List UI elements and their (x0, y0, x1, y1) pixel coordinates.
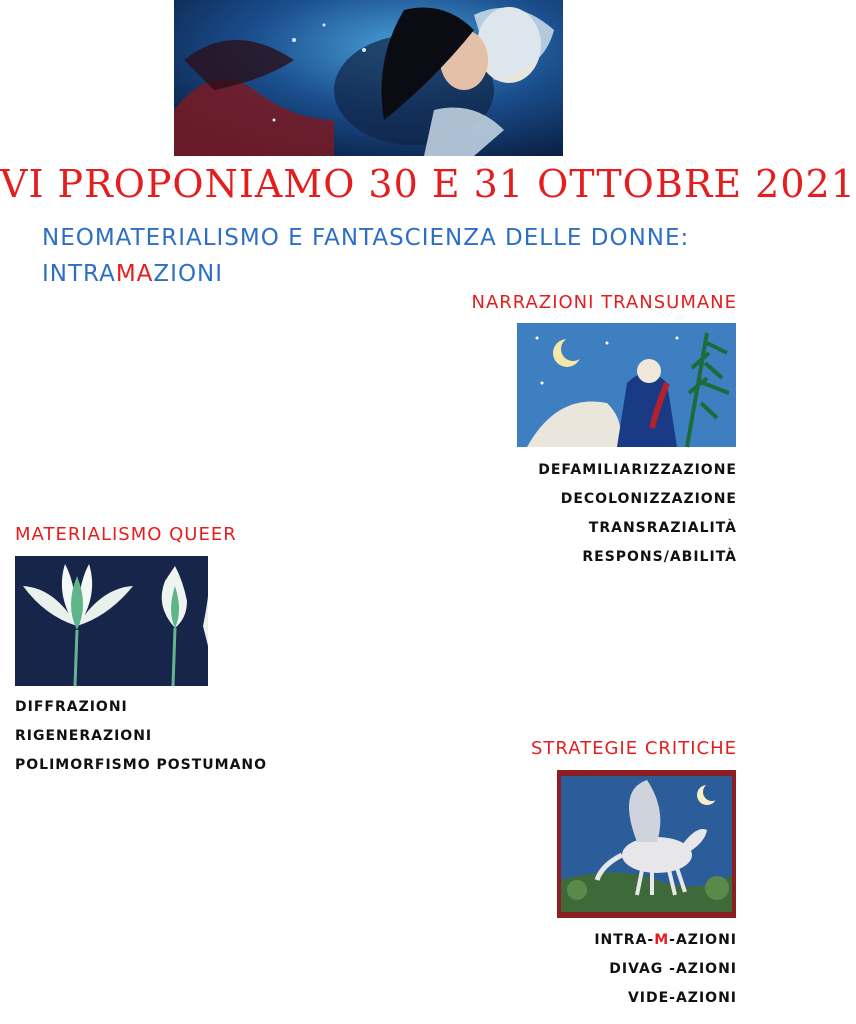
item-part-c: -AZIONI (669, 932, 737, 948)
narrazioni-illustration (517, 323, 736, 447)
page-title: VI PROPONIAMO 30 E 31 OTTOBRE 2021 (0, 162, 856, 206)
subtitle-zioni: ZIONI (153, 261, 224, 287)
materialismo-list (15, 693, 267, 780)
hero-mermaid-illustration (174, 0, 563, 156)
subtitle-line-2 (42, 256, 742, 292)
strategie-list (594, 926, 737, 1013)
list-item (594, 926, 737, 955)
list-item: VIDE-AZIONI (627, 990, 737, 1006)
list-item: DEFAMILIARIZZAZIONE (538, 462, 737, 478)
subtitle-line-1: NEOMATERIALISMO E FANTASCIENZA DELLE DONNE: (42, 225, 690, 251)
list-item: DECOLONIZZAZIONE (560, 491, 737, 507)
list-item: TRANSRAZIALITÀ (588, 520, 737, 536)
section-heading-materialismo: MATERIALISMO QUEER (15, 524, 237, 545)
subtitle-highlight: MA (115, 261, 154, 287)
section-heading-narrazioni: NARRAZIONI TRANSUMANE (471, 292, 737, 313)
section-heading-strategie: STRATEGIE CRITICHE (531, 738, 737, 759)
lotus-illustration (15, 556, 208, 686)
narrazioni-list (538, 456, 737, 572)
list-item: DIVAG -AZIONI (609, 961, 737, 977)
list-item: POLIMORFISMO POSTUMANO (15, 757, 268, 773)
subtitle-intra: INTRA (42, 261, 116, 287)
item-highlight: M (654, 932, 670, 948)
list-item: DIFFRAZIONI (15, 699, 128, 715)
pegasus-illustration (557, 770, 736, 918)
list-item: RIGENERAZIONI (15, 728, 153, 744)
item-part-a: INTRA- (594, 932, 655, 948)
list-item: RESPONS/ABILITÀ (582, 549, 737, 565)
subtitle (42, 220, 742, 292)
